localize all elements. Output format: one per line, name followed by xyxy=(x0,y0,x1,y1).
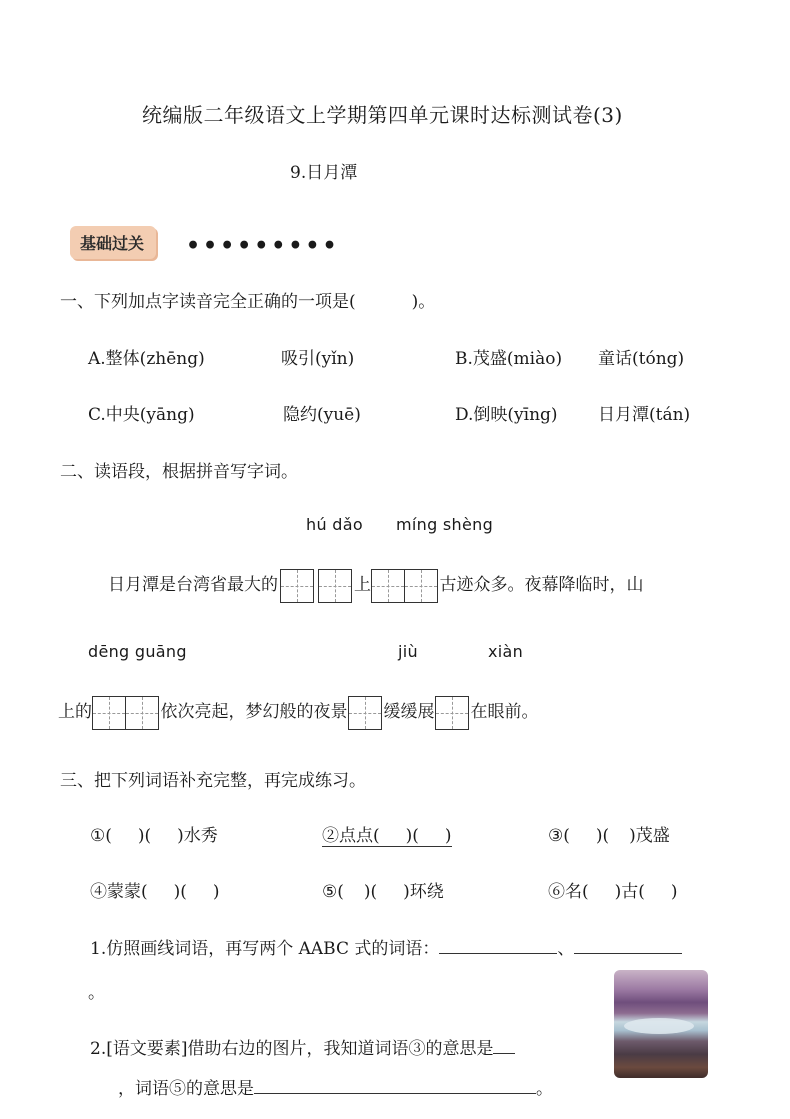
item-part: ③( xyxy=(548,826,570,846)
underlined-word: ②点点( )( ) xyxy=(322,821,452,847)
jiu-box[interactable] xyxy=(348,696,382,730)
page-title: 统编版二年级语文上学期第四单元课时达标测试卷(3) xyxy=(142,103,623,127)
item-part: )( xyxy=(173,882,187,902)
line1-text-1: 日月潭是台湾省最大的 xyxy=(108,575,278,595)
item-part: )( xyxy=(363,882,378,902)
q3-sub2 xyxy=(90,1034,515,1059)
pinyin-dengguang: dēng guāng xyxy=(88,642,187,661)
q3-item-3[interactable] xyxy=(548,821,670,846)
q1-option-c-word2: 隐约(yuē) xyxy=(283,405,361,425)
q3-prompt: 三、把下列词语补充完整，再完成练习。 xyxy=(60,771,366,791)
sub2-line2: ，词语⑤的意思是 xyxy=(118,1079,254,1099)
pinyin-xian: xiàn xyxy=(488,642,524,661)
q1-option-d-word2: 日月潭(tán) xyxy=(598,405,691,425)
section-dots: ••••••••• xyxy=(186,233,340,259)
q3-item-4[interactable] xyxy=(90,877,220,902)
line2-text-4: 在眼前。 xyxy=(470,702,539,722)
item-part: )( xyxy=(137,826,152,846)
item-part: ) xyxy=(212,882,220,902)
sub2-end: 。 xyxy=(536,1079,553,1099)
char-box[interactable] xyxy=(92,696,126,730)
sub1-blank-2[interactable] xyxy=(574,935,682,954)
char-box[interactable] xyxy=(435,696,469,730)
q3-item-1[interactable] xyxy=(90,821,218,846)
q3-item-6[interactable] xyxy=(548,877,678,902)
q1-option-d[interactable]: D.倒映(yīng) xyxy=(455,405,558,425)
q3-item-5[interactable] xyxy=(322,877,444,902)
line2-text-2: 依次亮起，梦幻般的夜景 xyxy=(160,702,348,722)
char-box[interactable] xyxy=(348,696,382,730)
char-box[interactable] xyxy=(125,696,159,730)
pinyin-hudao: hú dǎo xyxy=(306,515,363,534)
section-badge: 基础过关 xyxy=(70,226,156,259)
char-box[interactable] xyxy=(280,569,314,603)
q2-line1 xyxy=(108,567,644,603)
char-box[interactable] xyxy=(318,569,352,603)
item-part: )( xyxy=(595,826,610,846)
sub2-text: 2.[语文要素]借助右边的图片，我知道词语③的意思是 xyxy=(90,1039,494,1059)
item-part: ) xyxy=(670,882,678,902)
char-box[interactable] xyxy=(404,569,438,603)
q1-option-a[interactable]: A.整体(zhēng) xyxy=(88,349,205,369)
item-part: )水秀 xyxy=(177,826,218,846)
q2-prompt: 二、读语段，根据拼音写字词。 xyxy=(60,462,298,482)
item-part: )茂盛 xyxy=(629,826,670,846)
pinyin-mingsheng: míng shèng xyxy=(396,515,494,534)
line2-text-3: 缓缓展 xyxy=(383,702,435,722)
pinyin-jiu: jiù xyxy=(398,642,418,661)
q1-prompt-after: )。 xyxy=(411,292,436,312)
item-part: ④蒙蒙( xyxy=(90,882,148,902)
sub1-text: 1.仿照画线词语，再写两个 AABC 式的词语： xyxy=(90,939,440,959)
line1-text-2: 上 xyxy=(354,575,371,595)
q1-prompt xyxy=(60,287,435,312)
char-box[interactable] xyxy=(371,569,405,603)
sub2-blank-2[interactable] xyxy=(254,1075,536,1094)
sub1-blank-1[interactable] xyxy=(439,935,557,954)
item-part: ①( xyxy=(90,826,112,846)
sun-moon-lake-photo xyxy=(614,970,708,1078)
item-part: ⑥名( xyxy=(548,882,589,902)
q1-option-b[interactable]: B.茂盛(miào) xyxy=(455,349,563,369)
q1-option-b-word2: 童话(tóng) xyxy=(598,349,685,369)
q1-prompt-before: 一、下列加点字读音完全正确的一项是( xyxy=(60,292,356,312)
q2-line2 xyxy=(58,694,539,730)
sub1-sep: 、 xyxy=(557,939,575,959)
lesson-title: 9.日月潭 xyxy=(290,163,358,183)
xian-box[interactable] xyxy=(435,696,469,730)
hudao-boxes[interactable] xyxy=(280,569,314,603)
sub1-end: 。 xyxy=(88,983,105,1003)
q3-item-2[interactable] xyxy=(322,821,452,847)
item-part: )古( xyxy=(614,882,645,902)
item-part: ⑤( xyxy=(322,882,344,902)
line1-text-3: 古迹众多。夜幕降临时，山 xyxy=(439,575,644,595)
item-part: )环绕 xyxy=(403,882,444,902)
q1-option-c[interactable]: C.中央(yāng) xyxy=(88,405,195,425)
q3-sub1 xyxy=(90,934,682,959)
q3-sub2-line2 xyxy=(118,1074,553,1099)
line2-text-1: 上的 xyxy=(58,702,92,722)
sub2-blank-1[interactable] xyxy=(493,1035,515,1054)
q1-option-a-word2: 吸引(yǐn) xyxy=(281,349,355,369)
dengguang-boxes[interactable] xyxy=(92,696,159,730)
mingsheng-boxes[interactable] xyxy=(371,569,438,603)
